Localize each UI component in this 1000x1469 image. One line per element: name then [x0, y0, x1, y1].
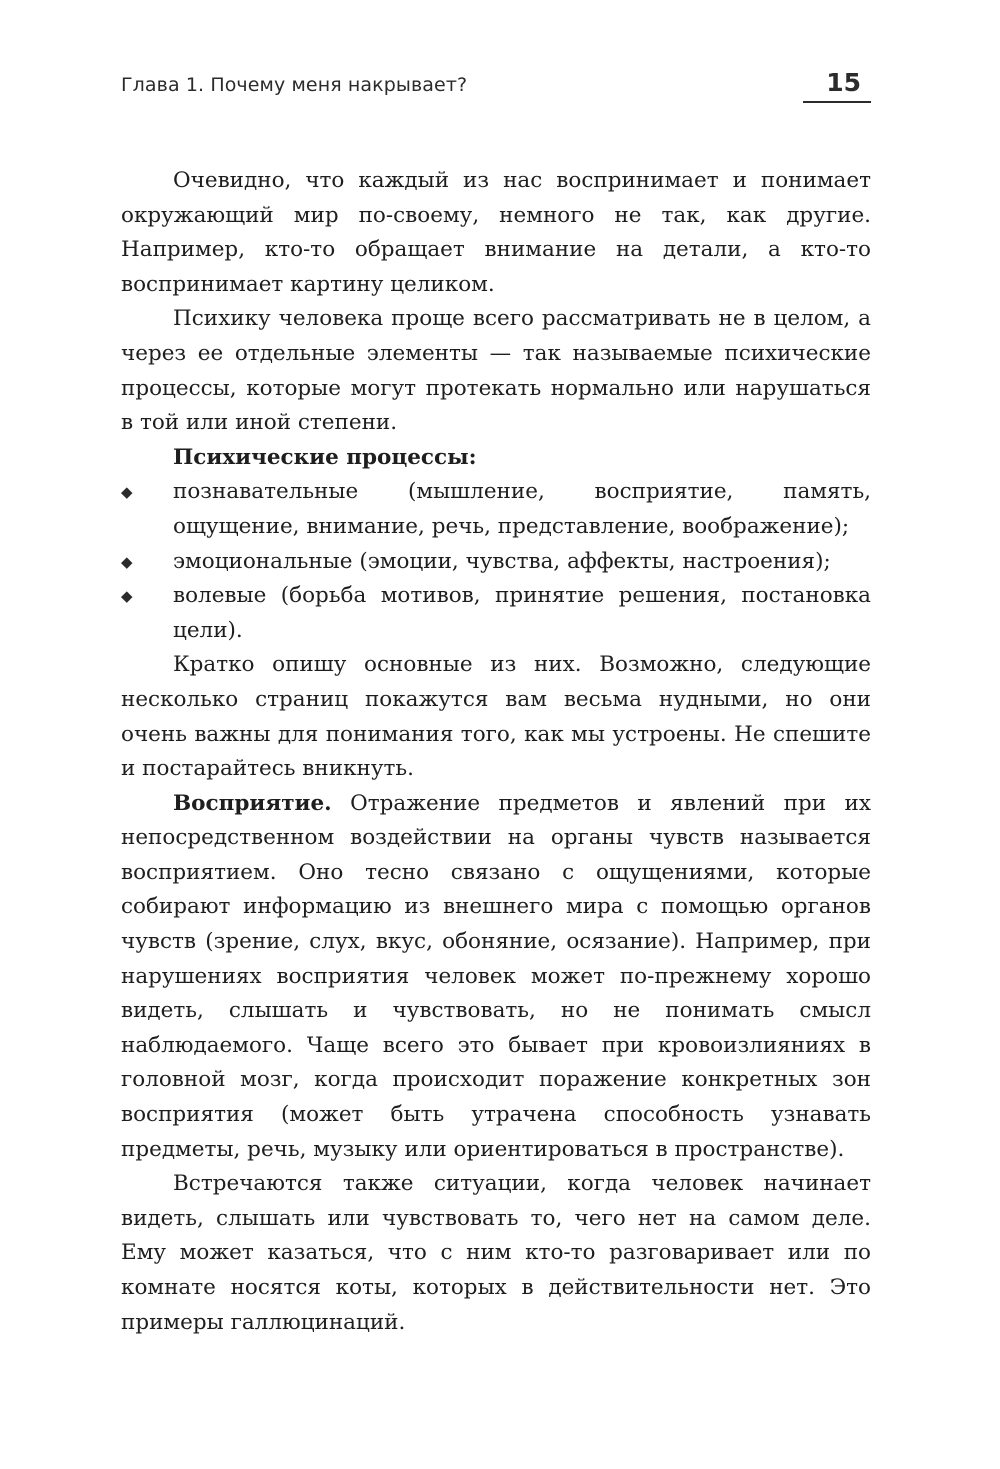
- page-body: [121, 164, 871, 1340]
- list-item: [121, 475, 871, 544]
- list-item: [121, 545, 871, 580]
- list-item-text: волевые (борьба мотивов, принятие решения, постановка цели).: [173, 583, 871, 643]
- diamond-bullet-icon: ◆: [121, 483, 133, 502]
- paragraph-intro: Очевидно, что каждый из нас воспринимает и понимает окружающий мир по-своему, немного не так, как другие. Например, кто-то обращает внимание на детали, а кто-то воспринимает картину целиком.: [121, 168, 871, 297]
- page-number: 15: [826, 68, 861, 97]
- diamond-bullet-icon: ◆: [121, 587, 133, 606]
- list-heading-wrapper: [121, 441, 871, 476]
- list-item-text: познавательные (мышление, восприятие, память, ощущение, внимание, речь, представление, воображение);: [173, 479, 871, 539]
- header-rule: [803, 101, 871, 103]
- chapter-title: Глава 1. Почему меня накрывает?: [121, 74, 468, 96]
- diamond-bullet-icon: ◆: [121, 552, 133, 571]
- list-heading: Психические процессы:: [173, 444, 477, 470]
- list-item-text: эмоциональные (эмоции, чувства, аффекты, настроения);: [173, 548, 831, 574]
- paragraph-overview: Кратко опишу основные из них. Возможно, следующие несколько страниц покажутся вам весьма нудными, но они очень важны для понимания того, как мы устроены. Не спешите и постарайтесь вникнуть.: [121, 652, 871, 782]
- paragraph-perception: [121, 787, 871, 1168]
- perception-definition: Отражение предметов и явлений при их непосредственном воздействии на органы чувств называется восприятием. Оно тесно связано с ощущениями, которые собирают информацию из внешнего мира с помощью органов чувств (зрение, слух, вкус, обоняние, осязание). Например, при нарушениях восприятия человек может по-прежнему хорошо видеть, слышать и чувствовать, но не понимать смысл наблюдаемого. Чаще всего это бывает при кровоизлияниях в головной мозг, когда происходит поражение конкретных зон восприятия (может быть утрачена способность узнавать предметы, речь, музыку или ориентироваться в пространстве).: [121, 790, 871, 1162]
- process-list: [121, 475, 871, 648]
- list-item: [121, 579, 871, 648]
- running-head: [121, 70, 871, 110]
- term-perception: Восприятие.: [173, 790, 332, 816]
- paragraph-psyche: Психику человека проще всего рассматривать не в целом, а через ее отдельные элементы — так называемые психические процессы, которые могут протекать нормально или нарушаться в той или иной степени.: [121, 306, 871, 436]
- paragraph-hallucinations: Встречаются также ситуации, когда человек начинает видеть, слышать или чувствовать то, чего нет на самом деле. Ему может казаться, что с ним кто-то разговаривает или по комнате носятся коты, которых в действительности нет. Это примеры галлюцинаций.: [121, 1171, 871, 1335]
